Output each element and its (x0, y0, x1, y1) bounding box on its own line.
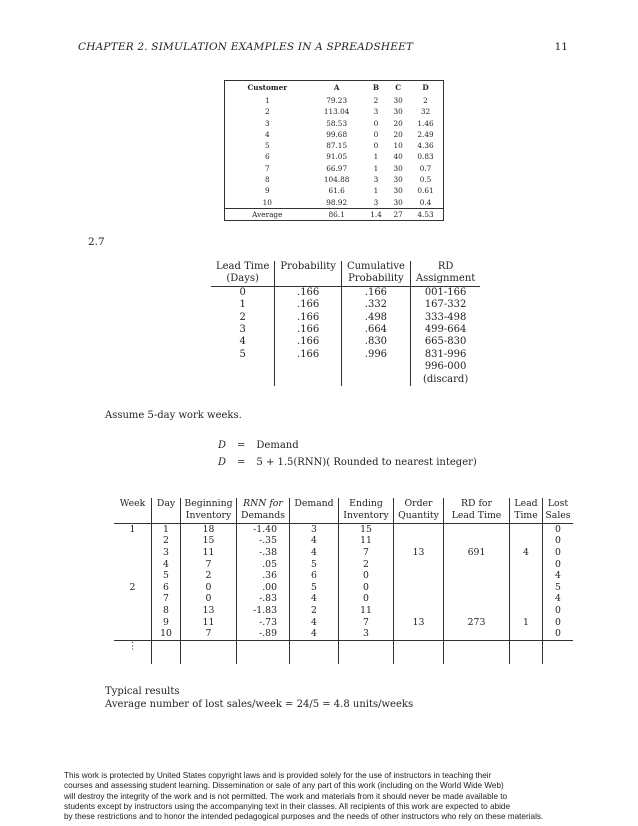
table-cell: 3 (373, 175, 379, 185)
col-ending-sub: Inventory (339, 510, 394, 523)
copyright-notice (64, 771, 543, 822)
table-cell: 001-166 (410, 286, 480, 299)
table-cell: 3 (339, 628, 394, 640)
table-cell (444, 559, 510, 571)
table-cell: 7 (339, 617, 394, 629)
table-cell: 86.1 (310, 208, 364, 220)
table-cell: 0 (543, 559, 574, 571)
equation-line (218, 440, 299, 451)
table-cell: .664 (341, 324, 410, 336)
footer-line: students except by instructors using the accompanying text in their classes. All recipients of this work are expected to abide (64, 801, 510, 811)
table-cell: -.83 (237, 593, 290, 605)
table-cell: .00 (237, 582, 290, 594)
table-cell: 30 (393, 186, 403, 196)
typical-heading: Typical results (105, 686, 180, 697)
table-cell: (discard) (410, 374, 480, 386)
table-cell: 98.92 (326, 197, 348, 207)
table-cell: 4 (510, 547, 543, 559)
table-cell (181, 640, 237, 664)
table-cell: 9 (264, 186, 270, 196)
table-cell: 30 (393, 197, 403, 207)
table-cell: 1 (129, 523, 136, 535)
table-cell: 5 (290, 582, 339, 594)
table-cell: 0 (543, 617, 574, 629)
table-cell: 30 (393, 96, 403, 105)
table-cell (510, 535, 543, 547)
table-cell: 3 (152, 547, 181, 559)
col-rnn: RNN for (237, 498, 290, 510)
table-cell: .166 (275, 299, 342, 311)
table-cell: 1.4 (364, 208, 389, 220)
table-cell: 0.7 (419, 163, 432, 173)
table-cell (444, 640, 510, 664)
table-row (225, 95, 444, 106)
col-order-sub: Quantity (394, 510, 444, 523)
table-row (225, 151, 444, 162)
table-cell (114, 593, 152, 605)
table-cell: 40 (393, 152, 403, 162)
table-header-row (211, 273, 480, 286)
table-cell: 0 (373, 118, 379, 128)
table-cell (339, 640, 394, 664)
col-rd-sub: Assignment (410, 273, 480, 286)
table-cell: .332 (341, 299, 410, 311)
table-cell: 1 (373, 163, 379, 173)
table-row (114, 617, 573, 629)
table-cell: 10 (262, 197, 272, 207)
table-cell: 9 (152, 617, 181, 629)
table-cell: 3 (290, 523, 339, 535)
table-cell: 5 (543, 582, 574, 594)
table-cell: 0 (339, 570, 394, 582)
table-cell: 1.46 (417, 118, 434, 128)
table-cell: 0 (543, 605, 574, 617)
table-row (225, 163, 444, 174)
table-row (225, 118, 444, 129)
eq-op: = (237, 440, 246, 451)
table-cell: 4.36 (417, 141, 434, 151)
table-cell: 4 (264, 129, 270, 139)
table-cell: 6 (290, 570, 339, 582)
table-cell: 2.49 (417, 129, 434, 139)
eq-rhs: Demand (256, 440, 299, 451)
table-cell: 5 (264, 141, 270, 151)
table-cell: 2 (181, 570, 237, 582)
footer-line: by these restrictions and to honor the intended pedagogical purposes and the needs of other instructors who rely on these materials. (64, 812, 544, 822)
table-cell: 4.53 (408, 208, 444, 220)
table-cell: 499-664 (410, 324, 480, 336)
vertical-ellipsis: ⋮ (114, 640, 152, 664)
table-cell: 66.97 (326, 163, 348, 173)
table-cell (444, 535, 510, 547)
table-row (225, 106, 444, 117)
table-row (114, 605, 573, 617)
table-cell: 4 (290, 628, 339, 640)
table-cell: -.89 (237, 628, 290, 640)
table-cell (114, 570, 152, 582)
table-row (211, 336, 480, 348)
table-cell: 273 (444, 617, 510, 629)
col-demand-sub (290, 510, 339, 523)
footer-line: This work is protected by United States copyright laws and is provided solely for the use of instructors in teaching their (64, 771, 492, 780)
table-cell: 0.4 (419, 197, 432, 207)
table-row (211, 312, 480, 324)
table-cell (543, 640, 574, 664)
table-cell: 7 (181, 559, 237, 571)
table-cell (211, 374, 275, 386)
table-cell: 0 (373, 141, 379, 151)
lead-time-table (211, 261, 480, 386)
table-cell: 20 (393, 129, 403, 139)
table-cell: 4 (543, 593, 574, 605)
table-cell: 0.83 (417, 152, 434, 162)
table-row (114, 593, 573, 605)
table-row (114, 535, 573, 547)
table-cell (510, 523, 543, 535)
table-cell: 4 (290, 547, 339, 559)
table-cell: -.73 (237, 617, 290, 629)
col-beginning: Beginning (181, 498, 237, 510)
table-header-row (225, 81, 444, 96)
table-row (114, 523, 573, 535)
table-cell: 2 (152, 535, 181, 547)
table-cell: 3 (373, 107, 379, 117)
table-cell: 7 (181, 628, 237, 640)
table-cell: -.38 (237, 547, 290, 559)
col-lead-time: Lead Time (216, 261, 270, 272)
table-cell: 0 (339, 582, 394, 594)
table-cell: 3 (264, 118, 270, 128)
col-c: C (395, 83, 402, 93)
table-cell: 4 (152, 559, 181, 571)
col-beginning-sub: Inventory (181, 510, 237, 523)
table-cell (510, 570, 543, 582)
table-cell: 1 (264, 96, 270, 105)
table-cell: 4 (290, 617, 339, 629)
table-cell: 2 (290, 605, 339, 617)
table-cell: 11 (181, 547, 237, 559)
table-cell: 4 (239, 336, 246, 348)
eq-rhs: 5 + 1.5(RNN)( Rounded to nearest integer) (256, 457, 477, 468)
table-cell: -1.40 (237, 523, 290, 535)
table-cell (114, 617, 152, 629)
col-week-sub (114, 510, 152, 523)
table-cell: 20 (393, 118, 403, 128)
table-cell: .498 (341, 312, 410, 324)
table-cell: 30 (393, 175, 403, 185)
table-cell: 4 (543, 570, 574, 582)
table-cell: 1 (373, 186, 379, 196)
table-cell (237, 640, 290, 664)
table-cell: 333-498 (410, 312, 480, 324)
table-cell (510, 605, 543, 617)
table-cell: 61.6 (328, 186, 345, 196)
table-row (211, 324, 480, 336)
col-lead: Lead (510, 498, 543, 510)
table-cell: 30 (393, 107, 403, 117)
table-cell: 11 (339, 605, 394, 617)
table-cell: 3 (373, 197, 379, 207)
table-cell: 0 (373, 129, 379, 139)
assumption-text: Assume 5-day work weeks. (105, 410, 242, 421)
running-header: CHAPTER 2. SIMULATION EXAMPLES IN A SPREADSHEET (78, 41, 414, 53)
eq-lhs: D (218, 440, 227, 451)
table-cell: -.35 (237, 535, 290, 547)
table-cell: 0 (339, 593, 394, 605)
table-cell: 2 (239, 311, 246, 323)
table-header-row (114, 498, 573, 510)
table-cell: 0 (543, 628, 574, 640)
table-row (114, 570, 573, 582)
table-cell (394, 570, 444, 582)
table-cell: .36 (237, 570, 290, 582)
customer-table (224, 80, 444, 221)
col-customer: Customer (247, 83, 288, 93)
table-cell: 665-830 (410, 336, 480, 348)
table-cell: 87.15 (326, 141, 348, 151)
table-cell: 0 (543, 547, 574, 559)
table-cell (290, 640, 339, 664)
table-cell (510, 593, 543, 605)
table-cell: 13 (181, 605, 237, 617)
table-header-row (211, 261, 480, 273)
table-row (225, 185, 444, 196)
table-row (211, 361, 480, 373)
table-cell: 79.23 (326, 96, 348, 105)
col-lost: Lost (543, 498, 574, 510)
table-cell: 5 (239, 348, 246, 360)
table-cell: 32 (420, 107, 431, 117)
table-row (114, 582, 573, 594)
table-cell: .166 (341, 286, 410, 299)
table-row (114, 547, 573, 559)
table-cell: 167-332 (410, 299, 480, 311)
table-row (211, 374, 480, 386)
typical-average: Average number of lost sales/week = 24/5 = 4.8 units/weeks (105, 698, 414, 710)
table-cell: 99.68 (326, 129, 348, 139)
table-cell: 4 (290, 593, 339, 605)
table-cell (444, 593, 510, 605)
table-cell (114, 535, 152, 547)
table-cell: .830 (341, 336, 410, 348)
table-cell: 0 (239, 286, 246, 298)
table-cell: 0 (543, 535, 574, 547)
table-cell (114, 628, 152, 640)
table-cell: 27 (388, 208, 408, 220)
typical-results (105, 686, 413, 711)
col-d: D (422, 83, 429, 93)
table-cell: .166 (275, 324, 342, 336)
table-cell (510, 628, 543, 640)
table-cell: 11 (181, 617, 237, 629)
table-cell (444, 570, 510, 582)
table-cell: 1 (239, 299, 246, 311)
footer-line: will destroy the integrity of the work and is not permitted. The work and materials from it should never be made available to (64, 791, 508, 801)
col-week: Week (119, 498, 146, 509)
col-lost-sub: Sales (543, 510, 574, 523)
table-cell: 1 (152, 523, 181, 535)
table-cell (211, 361, 275, 373)
table-cell: 1 (373, 152, 379, 162)
table-cell: 6 (152, 582, 181, 594)
table-cell: 2 (264, 107, 270, 117)
average-row (225, 208, 444, 220)
table-cell (394, 582, 444, 594)
table-cell (444, 605, 510, 617)
section-number: 2.7 (88, 236, 105, 248)
table-cell: 7 (152, 593, 181, 605)
table-cell (114, 547, 152, 559)
col-a: A (333, 83, 340, 93)
col-rnn-sub: Demands (237, 510, 290, 523)
table-cell: 0 (181, 593, 237, 605)
equation-line (218, 457, 477, 468)
table-cell: 11 (339, 535, 394, 547)
table-cell: .05 (237, 559, 290, 571)
table-cell (510, 559, 543, 571)
table-cell (341, 361, 410, 373)
table-cell: 8 (152, 605, 181, 617)
table-cell (444, 523, 510, 535)
inventory-simulation-table (114, 498, 573, 664)
table-cell (341, 374, 410, 386)
table-cell: 10 (152, 628, 181, 640)
table-cell (275, 374, 342, 386)
col-rd: RD (410, 261, 480, 273)
table-cell: 113.04 (323, 107, 350, 117)
table-cell: 0.61 (417, 186, 434, 196)
col-order: Order (394, 498, 444, 510)
table-row (114, 559, 573, 571)
table-cell (510, 640, 543, 664)
table-cell (394, 605, 444, 617)
table-cell: 1 (510, 617, 543, 629)
table-row (211, 286, 480, 299)
table-cell: 0.5 (419, 175, 432, 185)
ellipsis-row (114, 640, 573, 664)
col-day-sub (152, 510, 181, 523)
table-row (114, 628, 573, 640)
table-cell: 0 (181, 582, 237, 594)
table-cell: 831-996 (410, 349, 480, 361)
table-cell: 4 (290, 535, 339, 547)
table-cell: Average (225, 208, 310, 220)
table-cell (510, 582, 543, 594)
eq-lhs: D (218, 457, 227, 468)
table-cell: 8 (264, 175, 270, 185)
table-cell: 691 (444, 547, 510, 559)
table-cell (114, 559, 152, 571)
eq-op: = (237, 457, 246, 468)
col-ending: Ending (339, 498, 394, 510)
table-row (225, 197, 444, 209)
col-cumulative: Cumulative (341, 261, 410, 273)
table-row (225, 174, 444, 185)
table-cell: 2 (339, 559, 394, 571)
table-cell: 104.88 (323, 175, 350, 185)
table-cell (394, 559, 444, 571)
col-demand: Demand (290, 498, 339, 510)
table-cell (275, 361, 342, 373)
col-lead-sub: Time (510, 510, 543, 523)
table-cell (394, 593, 444, 605)
table-cell: 15 (339, 523, 394, 535)
page-number: 11 (554, 41, 568, 53)
table-cell: 30 (393, 163, 403, 173)
table-cell: 996-000 (410, 361, 480, 373)
col-day: Day (152, 498, 181, 510)
table-cell (394, 523, 444, 535)
footer-line: courses and assessing student learning. Dissemination or sale of any part of this work (including on the World Wide Web) (64, 781, 504, 791)
col-lead-time-sub: (Days) (211, 273, 275, 286)
col-probability-sub (275, 273, 342, 286)
col-rd-lead-sub: Lead Time (444, 510, 510, 523)
table-cell: 15 (181, 535, 237, 547)
table-cell: .166 (275, 349, 342, 361)
col-probability: Probability (275, 261, 342, 273)
table-row (225, 140, 444, 151)
table-row (211, 349, 480, 361)
table-cell: 3 (239, 324, 246, 336)
table-cell (444, 582, 510, 594)
table-cell (152, 640, 181, 664)
table-cell: 2 (129, 581, 136, 593)
table-cell: .996 (341, 349, 410, 361)
table-cell: 0 (543, 523, 574, 535)
col-cumulative-sub: Probability (341, 273, 410, 286)
table-cell: .166 (275, 312, 342, 324)
table-cell: 13 (394, 547, 444, 559)
table-cell: .166 (275, 286, 342, 299)
table-cell: 18 (181, 523, 237, 535)
table-header-row (114, 510, 573, 523)
table-cell (394, 628, 444, 640)
col-rd-lead: RD for (444, 498, 510, 510)
col-b: B (372, 83, 380, 93)
table-cell: 58.53 (326, 118, 348, 128)
table-cell (394, 640, 444, 664)
table-cell: 7 (264, 163, 270, 173)
table-cell: 6 (264, 152, 270, 162)
table-cell (444, 628, 510, 640)
table-cell: 5 (152, 570, 181, 582)
table-row (211, 299, 480, 311)
table-cell (394, 535, 444, 547)
table-cell: 2 (423, 96, 428, 105)
table-cell: -1.83 (237, 605, 290, 617)
table-cell: 7 (339, 547, 394, 559)
table-cell: 5 (290, 559, 339, 571)
table-cell: 91.05 (326, 152, 348, 162)
table-cell: 10 (393, 141, 403, 151)
table-cell: 2 (373, 96, 379, 105)
table-cell: 13 (394, 617, 444, 629)
table-row (225, 129, 444, 140)
table-cell (114, 605, 152, 617)
table-cell: .166 (275, 336, 342, 348)
